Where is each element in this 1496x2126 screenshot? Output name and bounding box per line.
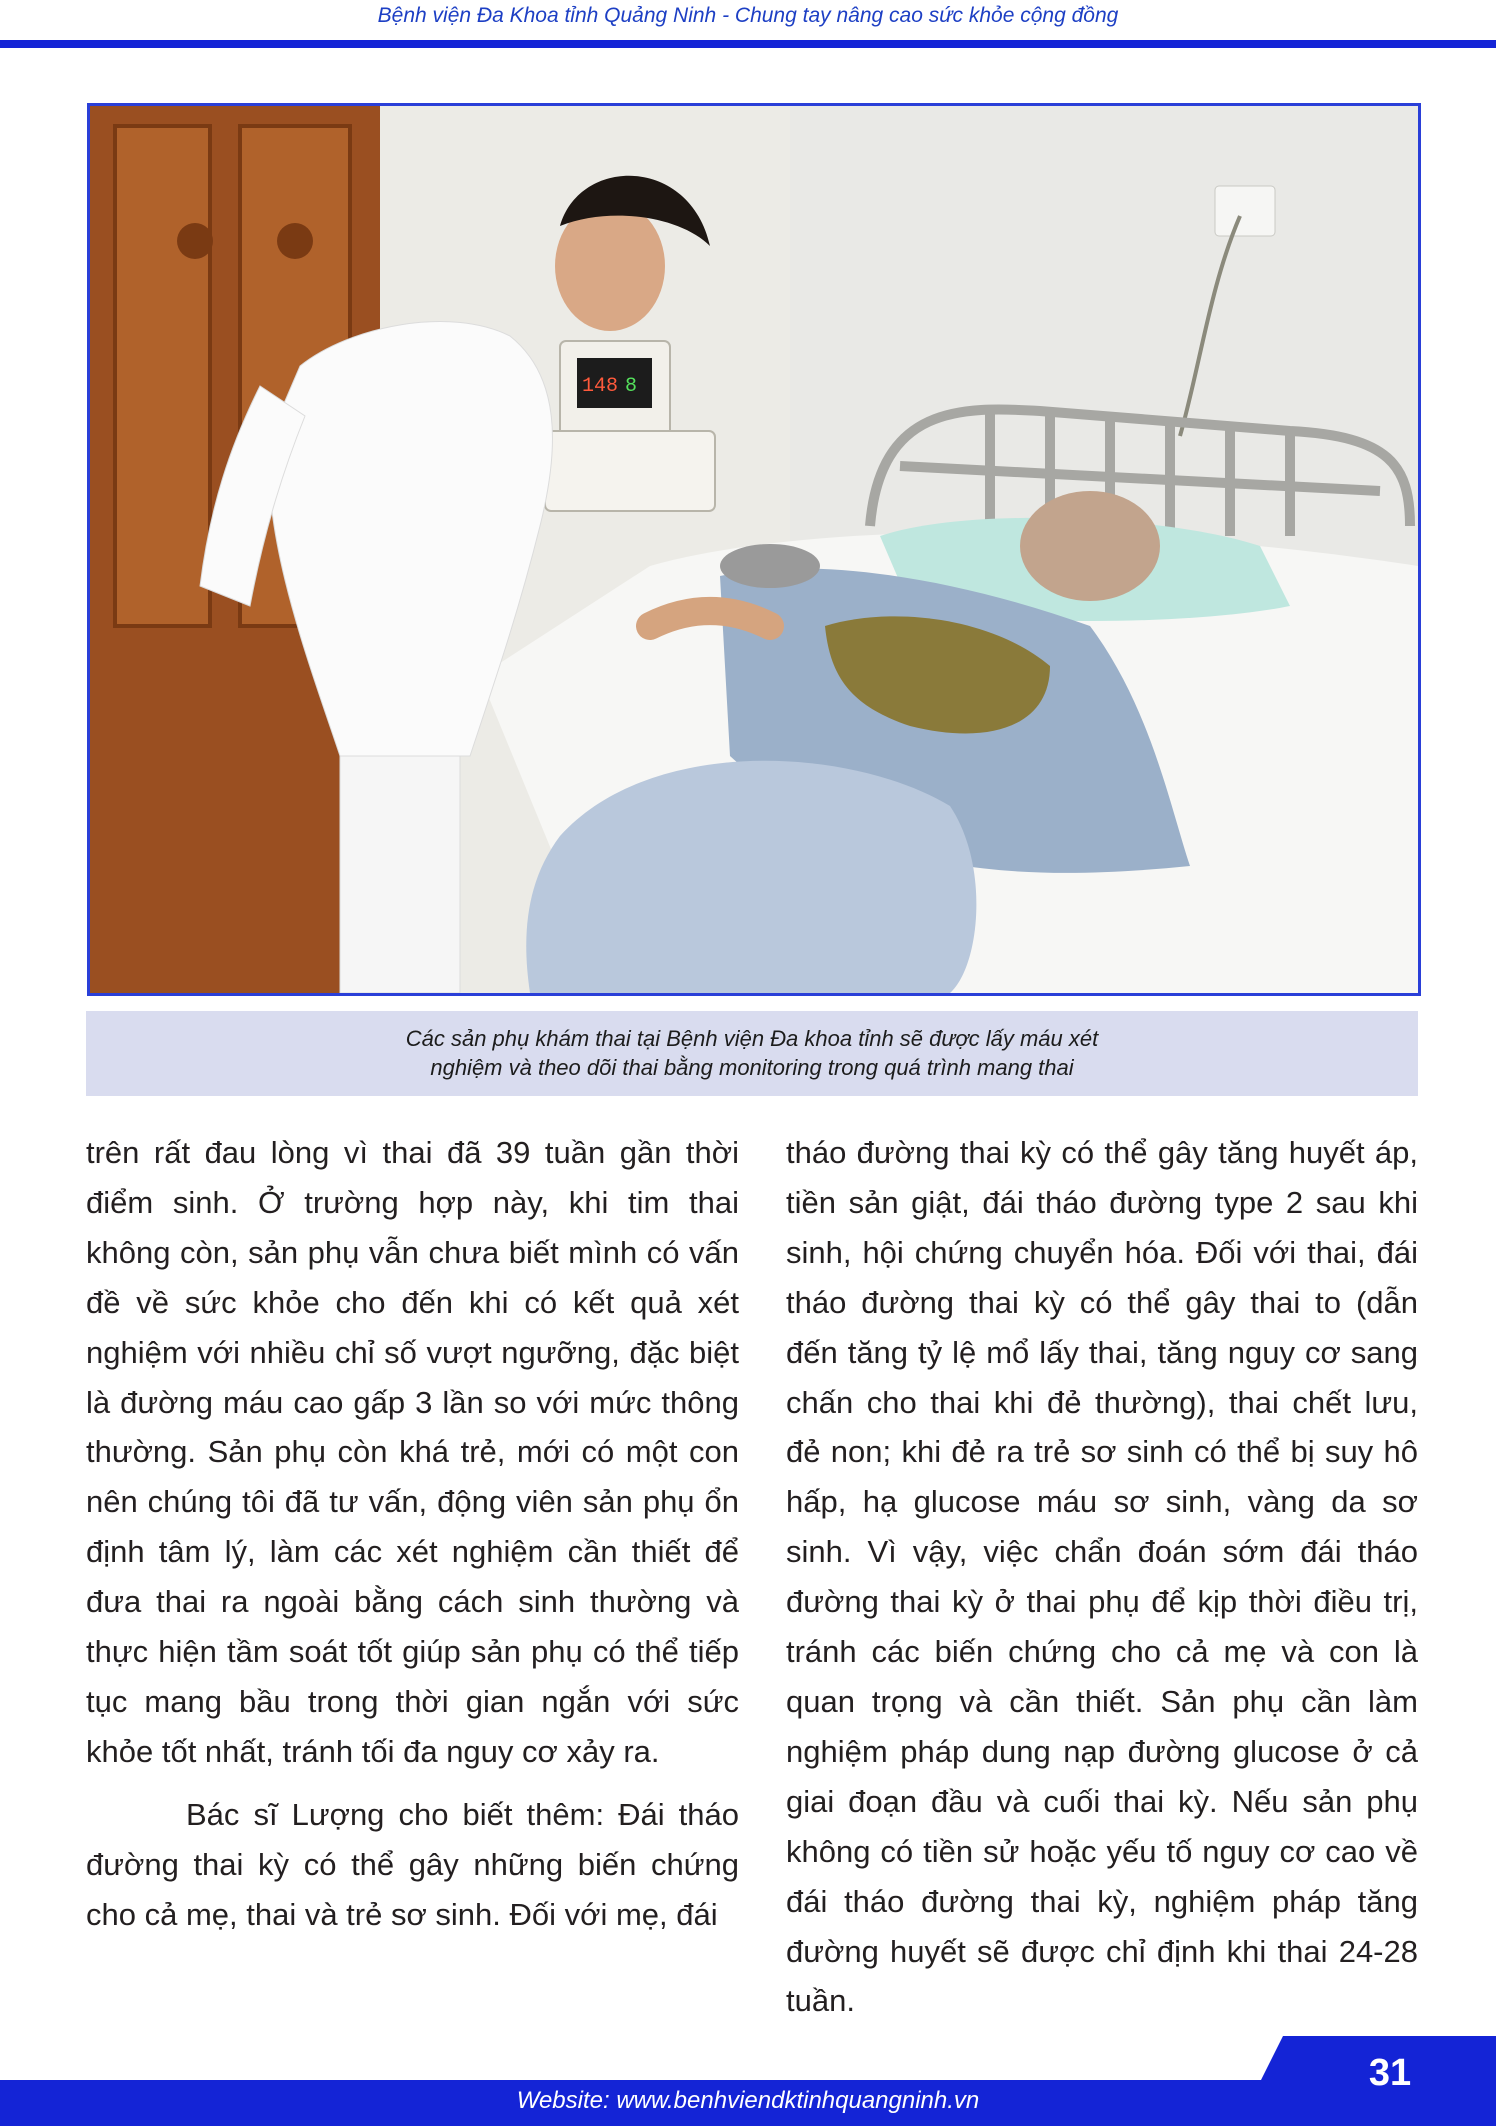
monitor-readout-2: 8: [625, 375, 638, 398]
text-column-right: [786, 1128, 1418, 2026]
caption-line-2: nghiệm và theo dõi thai bằng monitoring trong quá trình mang thai: [430, 1055, 1074, 1080]
article-photo: [87, 103, 1421, 996]
wall-socket: [1215, 186, 1275, 236]
paragraph: trên rất đau lòng vì thai đã 39 tuần gần thời điểm sinh. Ở trường hợp này, khi tim thai không còn, sản phụ vẫn chưa biết mình có vấn đề về sức khỏe cho đến khi có kết quả xét nghiệm với nhiều chỉ số vượt ngưỡng, đặc biệt là đường máu cao gấp 3 lần so với mức thông thường. Sản phụ còn khá trẻ, mới có một con nên chúng tôi đã tư vấn, động viên sản phụ ổn định tâm lý, làm các xét nghiệm cần thiết để đưa thai ra ngoài bằng cách sinh thường và thực hiện tầm soát tốt giúp sản phụ có thể tiếp tục mang bầu trong thời gian ngắn với sức khỏe tốt nhất, tránh tối đa nguy cơ xảy ra.: [86, 1135, 739, 1769]
paragraph: tháo đường thai kỳ có thể gây tăng huyết áp, tiền sản giật, đái tháo đường type 2 sau khi sinh, hội chứng chuyển hóa. Đối với thai, đái tháo đường thai kỳ có thể gây thai to (dẫn đến tăng tỷ lệ mổ lấy thai, tăng nguy cơ sang chấn cho thai khi đẻ thường), thai chết lưu, đẻ non; khi đẻ ra trẻ sơ sinh có thể bị suy hô hấp, hạ glucose máu sơ sinh, vàng da sơ sinh. Vì vậy, việc chẩn đoán sớm đái tháo đường thai kỳ ở thai phụ để kịp thời điều trị, tránh các biến chứng cho cả mẹ và con là quan trọng và cần thiết. Sản phụ cần làm nghiệm pháp dung nạp đường glucose ở cả giai đoạn đầu và cuối thai kỳ. Nếu sản phụ không có tiền sử hoặc yếu tố nguy cơ cao về đái tháo đường thai kỳ, nghiệm pháp tăng đường huyết sẽ được chỉ định khi thai 24-28 tuần.: [786, 1135, 1418, 2019]
caption-line-1: Các sản phụ khám thai tại Bệnh viện Đa khoa tỉnh sẽ được lấy máu xét: [405, 1026, 1099, 1051]
monitor-readout-1: 148: [582, 375, 619, 398]
text-column-left: [86, 1128, 739, 1940]
header-rule: [0, 40, 1496, 48]
footer-website: Website: www.benhviendktinhquangninh.vn: [516, 2087, 980, 2114]
blurred-face: [1020, 491, 1160, 601]
page-number: 31: [1368, 2052, 1412, 2094]
steel-tray: [720, 544, 820, 588]
running-header: Bệnh viện Đa Khoa tỉnh Quảng Ninh - Chung tay nâng cao sức khỏe cộng đồng: [377, 4, 1119, 27]
photo-caption: [86, 1011, 1418, 1096]
paragraph: Bác sĩ Lượng cho biết thêm: Đái tháo đường thai kỳ có thể gây những biến chứng cho cả mẹ, thai và trẻ sơ sinh. Đối với mẹ, đái: [86, 1796, 739, 1932]
